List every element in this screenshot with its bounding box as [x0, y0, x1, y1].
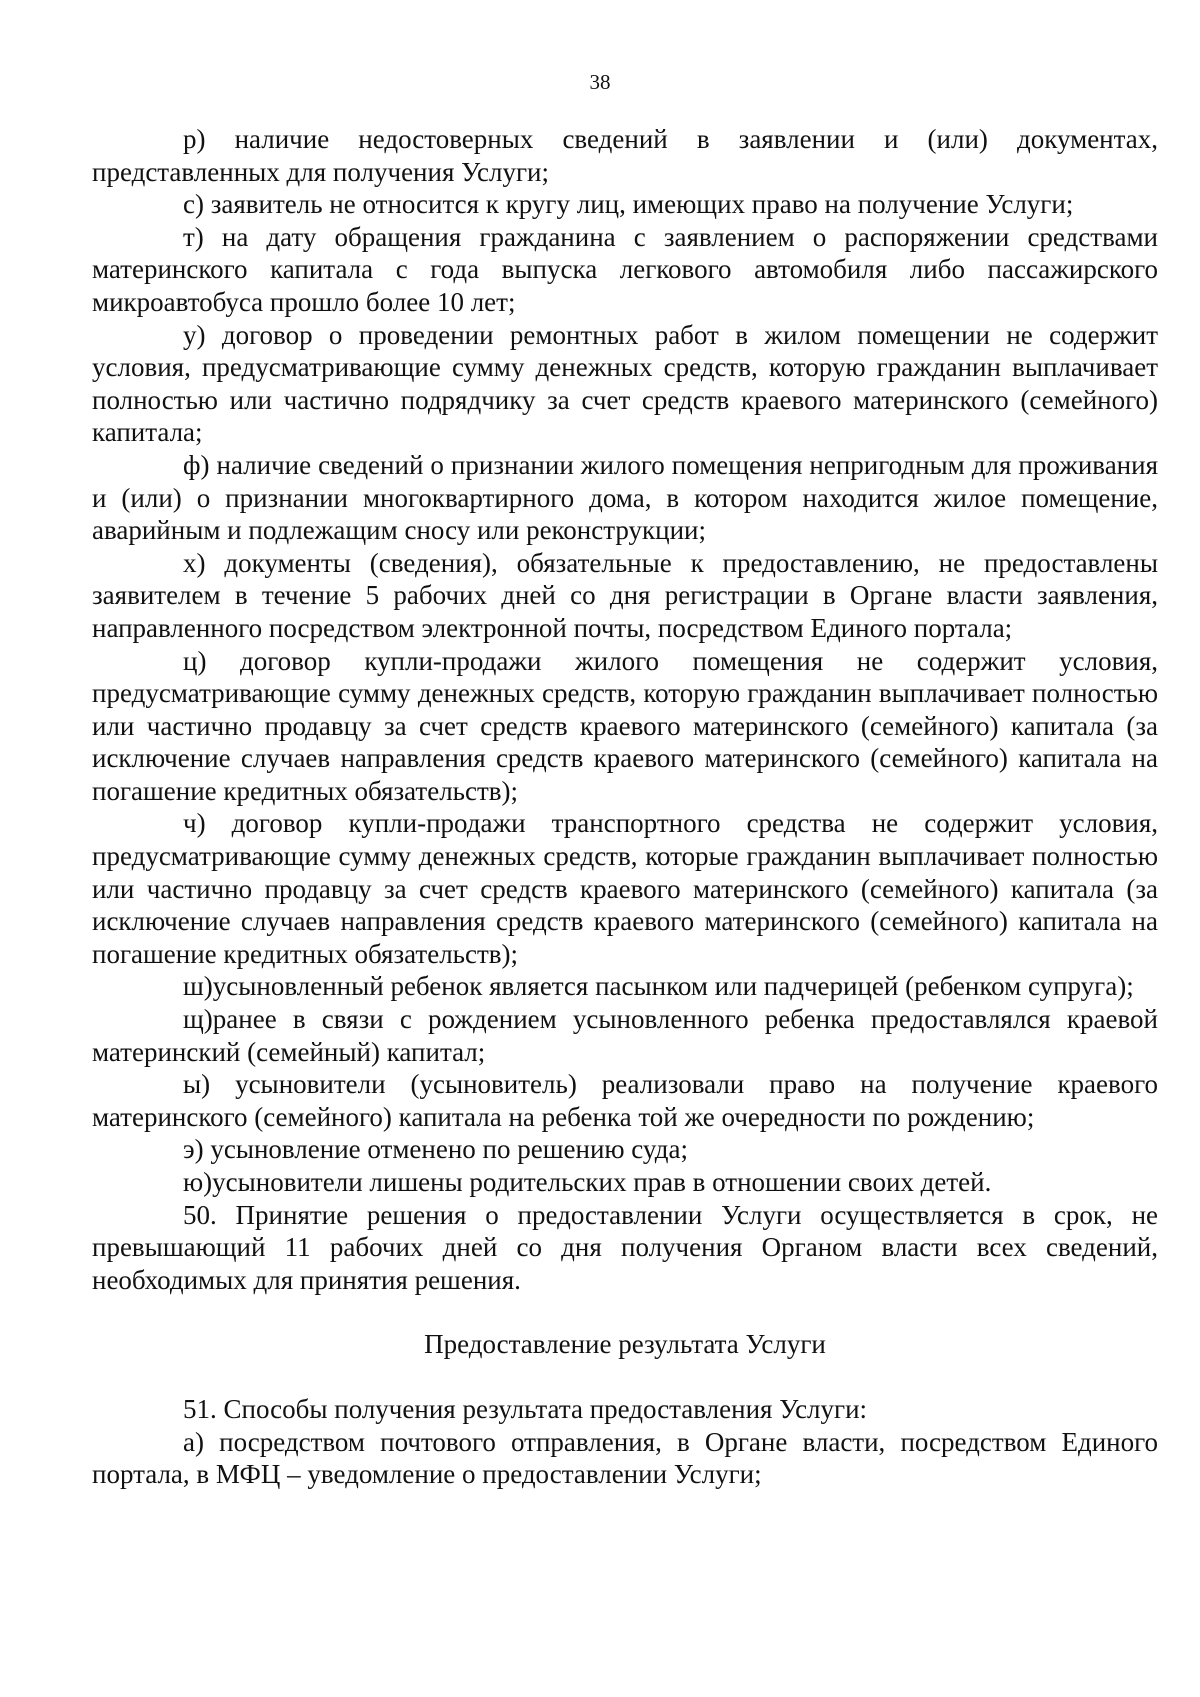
paragraph-ch: ч) договор купли-продажи транспортного средства не содержит условия, предусматривающие сумму денежных средств, которые гражданин выплачивает полностью или частично продавцу за счет средств краевого материнского (семейного) капитала (за исключение случаев направления средств краевого материнского (семейного) капитала на погашение кредитных обязательств);: [92, 808, 1158, 969]
paragraph-50: 50. Принятие решения о предоставлении Услуги осуществляется в срок, не превышающий 11 рабочих дней со дня получения Органом власти всех сведений, необходимых для принятия решения.: [92, 1199, 1158, 1295]
paragraph-f: ф) наличие сведений о признании жилого помещения непригодным для проживания и (или) о признании многоквартирного дома, в котором находится жилое помещение, аварийным и подлежащим сносу или реконструкции;: [92, 449, 1158, 546]
paragraph-y: ы) усыновители (усыновитель) реализовали право на получение краевого материнского (семейного) капитала на ребенка той же очередности по рождению;: [92, 1069, 1158, 1132]
paragraph-e: э) усыновление отменено по решению суда;: [183, 1134, 688, 1165]
paragraph-51-a: а) посредством почтового отправления, в Органе власти, посредством Единого портала, в МФЦ – уведомление о предоставлении Услуги;: [92, 1426, 1158, 1490]
paragraph-51: 51. Способы получения результата предоставления Услуги:: [183, 1393, 868, 1424]
page-number: 38: [589, 70, 611, 94]
paragraph-kh: х) документы (сведения), обязательные к предоставлению, не предоставлены заявителем в течение 5 рабочих дней со дня регистрации в Органе власти заявления, направленного посредством электронной почты, посредством Единого портала;: [92, 547, 1158, 643]
document-body: [92, 123, 1158, 1491]
section-heading: Предоставление результата Услуги: [424, 1329, 826, 1360]
paragraph-sh: ш)усыновленный ребенок является пасынком или падчерицей (ребенком супруга);: [183, 971, 1134, 1002]
paragraph-t: т) на дату обращения гражданина с заявлением о распоряжении средствами материнского капитала с года выпуска легкового автомобиля либо пассажирского микроавтобуса прошло более 10 лет;: [92, 221, 1158, 317]
paragraph-shch: щ)ранее в связи с рождением усыновленного ребенка предоставлялся краевой материнский (семейный) капитал;: [92, 1004, 1158, 1067]
paragraph-r: р) наличие недостоверных сведений в заявлении и (или) документах, представленных для получения Услуги;: [92, 124, 1158, 187]
paragraph-yu: ю)усыновители лишены родительских прав в отношении своих детей.: [183, 1167, 992, 1197]
paragraph-u: у) договор о проведении ремонтных работ в жилом помещении не содержит условия, предусматривающие сумму денежных средств, которую гражданин выплачивает полностью или частично подрядчику за счет средств краевого материнского (семейного) капитала;: [92, 319, 1158, 448]
paragraph-ts: ц) договор купли-продажи жилого помещения не содержит условия, предусматривающие сумму денежных средств, которую гражданин выплачивает полностью или частично продавцу за счет средств краевого материнского (семейного) капитала (за исключение случаев направления средств краевого материнского (семейного) капитала на погашение кредитных обязательств);: [92, 645, 1158, 806]
paragraph-s: с) заявитель не относится к кругу лиц, имеющих право на получение Услуги;: [183, 189, 1074, 220]
